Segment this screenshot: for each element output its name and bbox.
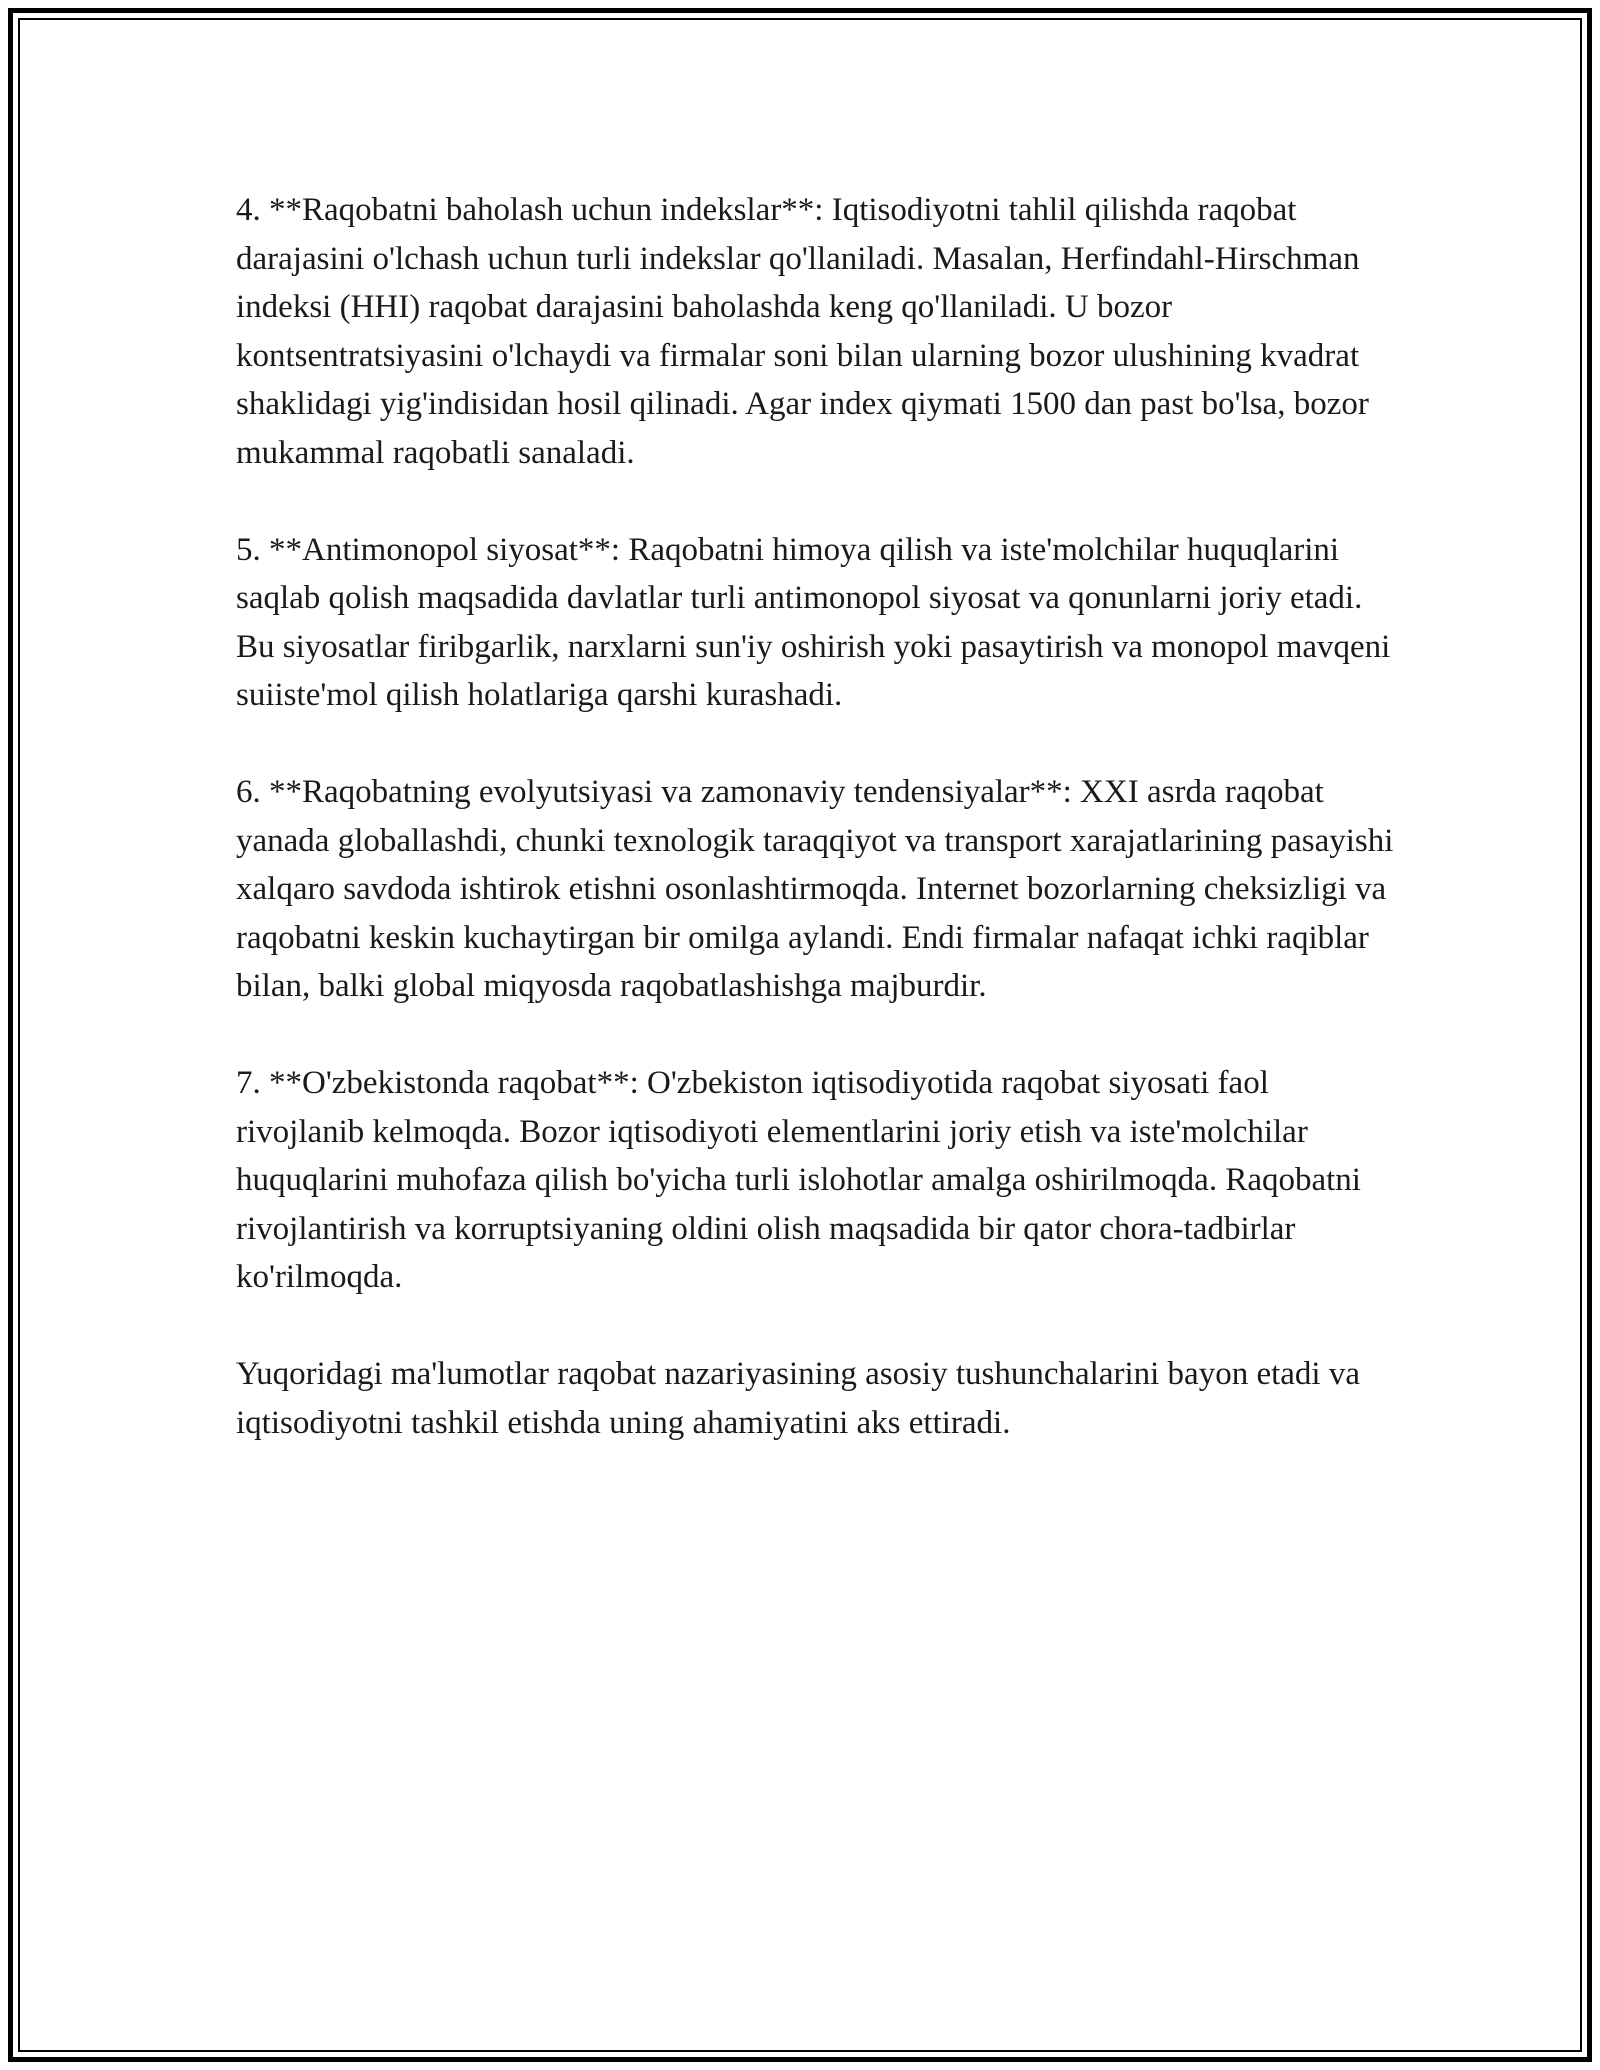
paragraph-competition-uzbekistan: 7. **O'zbekistonda raqobat**: O'zbekiston iqtisodiyotida raqobat siyosati faol rivojlanib kelmoqda. Bozor iqtisodiyoti elementlarini joriy etish va iste'molchilar huquqlarini muhofaza qilish bo'yicha turli islohotlar amalga oshirilmoqda. Raqobatni rivojlantirish va korruptsiyaning oldini olish maqsadida bir qator chora-tadbirlar ko'rilmoqda. xyxy=(236,1065,1361,1295)
paragraph-competition-indices: 4. **Raqobatni baholash uchun indekslar**: Iqtisodiyotni tahlil qilishda raqobat darajasini o'lchash uchun turli indekslar qo'llaniladi. Masalan, Herfindahl-Hirschman indeksi (HHI) raqobat darajasini baholashda keng qo'llaniladi. U bozor kontsentratsiyasini o'lchaydi va firmalar soni bilan ularning bozor ulushining kvadrat shaklidagi yig'indisidan hosil qilinadi. Agar index qiymati 1500 dan past bo'lsa, bozor mukammal raqobatli sanaladi. xyxy=(236,192,1369,471)
paragraph-antimonopoly-policy: 5. **Antimonopol siyosat**: Raqobatni himoya qilish va iste'molchilar huquqlarini saqlab qolish maqsadida davlatlar turli antimonopol siyosat va qonunlarni joriy etadi. Bu siyosatlar firibgarlik, narxlarni sun'iy oshirish yoki pasaytirish va monopol mavqeni suiiste'mol qilish holatlariga qarshi kurashadi. xyxy=(236,531,1391,713)
paragraph-competition-evolution: 6. **Raqobatning evolyutsiyasi va zamonaviy tendensiyalar**: XXI asrda raqobat yanada globallashdi, chunki texnologik taraqqiyot va transport xarajatlarining pasayishi xalqaro savdoda ishtirok etishni osonlashtirmoqda. Internet bozorlarning cheksizligi va raqobatni keskin kuchaytirgan bir omilga aylandi. Endi firmalar nafaqat ichki raqiblar bilan, balki global miqyosda raqobatlashishga majburdir. xyxy=(236,774,1394,1004)
document-body xyxy=(236,186,1396,1447)
paragraph-conclusion: Yuqoridagi ma'lumotlar raqobat nazariyasining asosiy tushunchalarini bayon etadi va iqtisodiyotni tashkil etishda uning ahamiyatini aks ettiradi. xyxy=(236,1356,1360,1441)
